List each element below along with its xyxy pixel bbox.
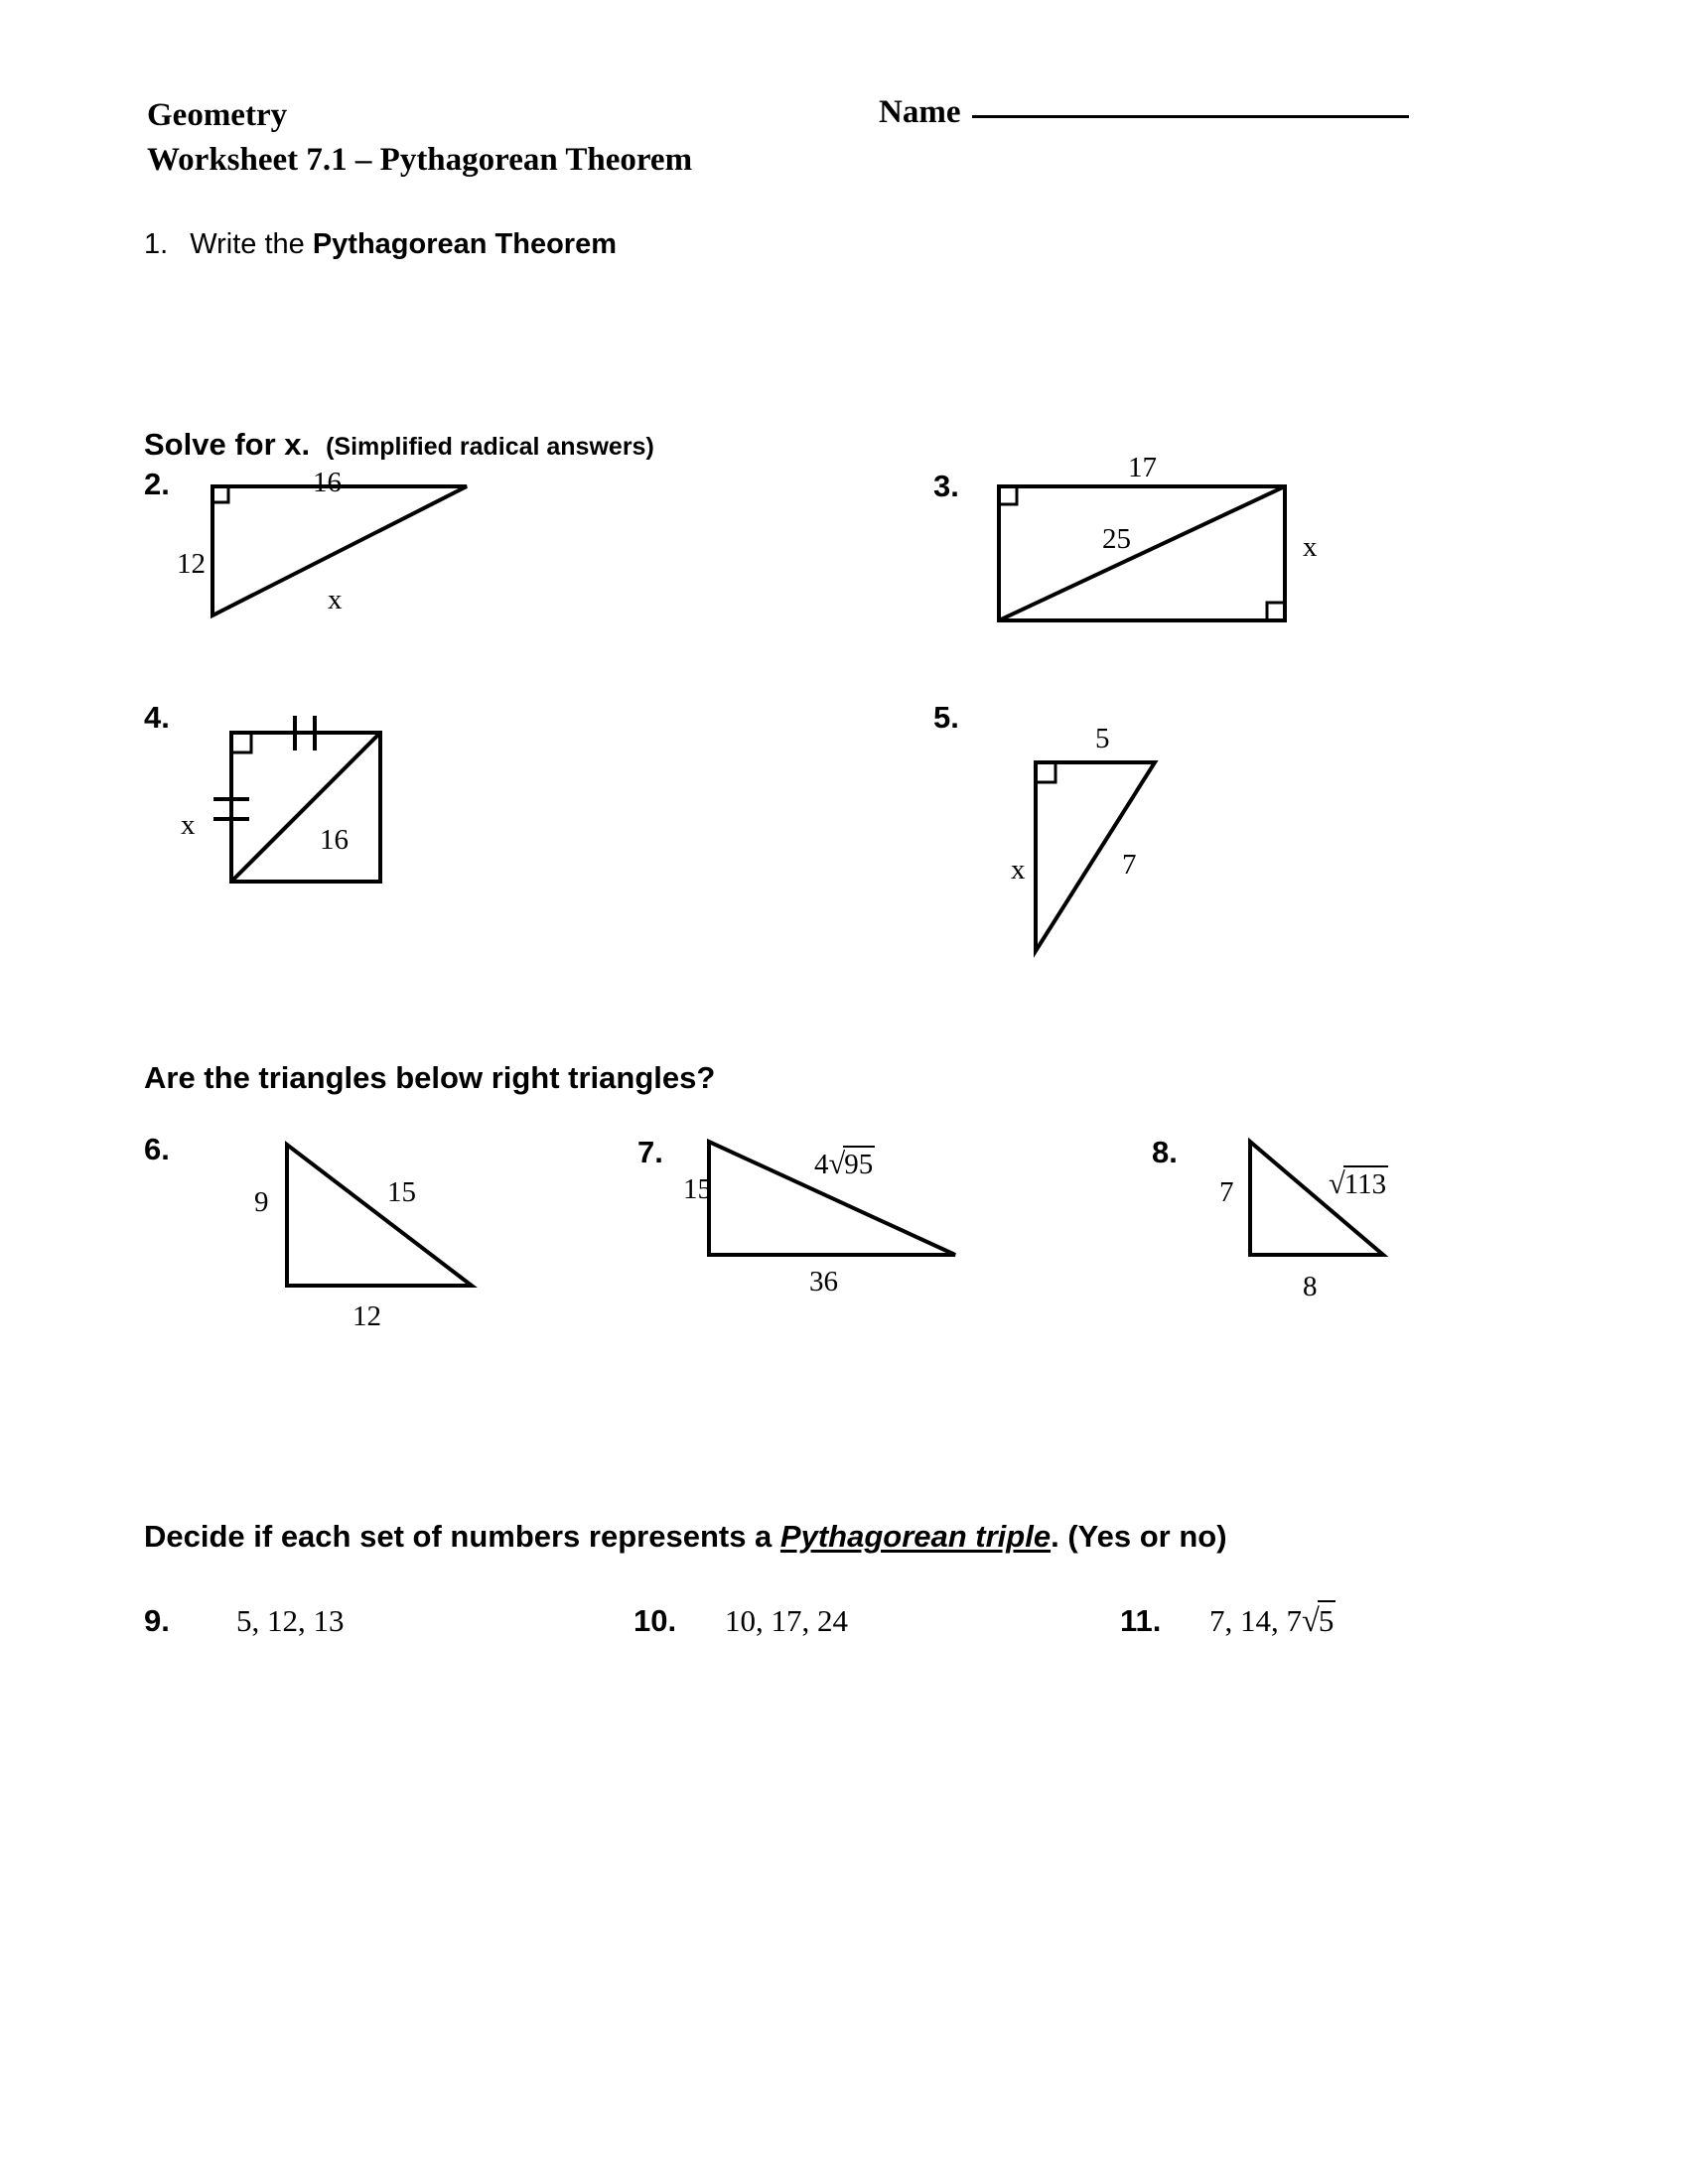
problem-4-number: 4.: [144, 700, 170, 735]
triangle-outline: [287, 1145, 472, 1286]
triple-heading-before: Decide if each set of numbers represents a: [144, 1519, 780, 1554]
solve-heading-main: Solve for x.: [144, 427, 311, 462]
problem-4-figure: [223, 715, 422, 913]
problem-8-number: 8.: [1152, 1135, 1178, 1169]
problem-5-label-left: x: [1011, 854, 1026, 886]
problem-7-label-left: 15: [683, 1173, 712, 1205]
solve-for-x-heading: [144, 427, 654, 463]
problem-6-number: 6.: [144, 1132, 170, 1166]
question-1: [144, 228, 617, 261]
problem-3-label-right: x: [1303, 531, 1318, 563]
course-name: Geometry: [147, 97, 288, 133]
problem-8-figure: [1236, 1134, 1435, 1312]
problem-4-label-diagonal: 16: [320, 824, 349, 856]
solve-heading-sub: (Simplified radical answers): [326, 433, 654, 461]
right-angle-mark-icon: [212, 486, 228, 502]
worksheet-title: Worksheet 7.1 – Pythagorean Theorem: [147, 142, 693, 178]
question-1-number: 1.: [144, 228, 169, 260]
problem-2-triangle-svg: [199, 477, 496, 635]
rectangle-diagonal: [999, 486, 1285, 620]
problem-11-values-prefix: 7, 14, 7: [1209, 1603, 1302, 1638]
problem-8-triangle-svg: [1236, 1134, 1435, 1312]
problem-6-label-bottom: 12: [352, 1300, 381, 1332]
square-diagonal: [231, 733, 380, 882]
problem-6-label-hypotenuse: 15: [387, 1176, 416, 1208]
right-angle-mark-icon: [231, 733, 251, 752]
name-field-group: [879, 94, 1409, 131]
radical-sign-icon: √: [1329, 1166, 1345, 1200]
radical-radicand: 5: [1318, 1600, 1336, 1638]
problem-6-label-left: 9: [254, 1186, 269, 1218]
radical-expression: [814, 1147, 875, 1181]
radical-expression: [1302, 1603, 1336, 1640]
problem-4-square-svg: [223, 715, 422, 913]
radical-sign-icon: √: [828, 1147, 846, 1180]
problem-9-number: 9.: [144, 1603, 170, 1638]
problem-11-values: [1209, 1603, 1336, 1640]
problem-2-number: 2.: [144, 467, 170, 501]
triangle-outline: [1036, 762, 1155, 951]
problem-5-figure: [1028, 754, 1206, 973]
problem-8-label-left: 7: [1219, 1176, 1234, 1208]
radical-sign-icon: √: [1302, 1603, 1320, 1639]
problem-3-label-top: 17: [1128, 452, 1157, 483]
problem-2-label-left: 12: [177, 548, 206, 580]
right-angle-mark-icon: [1036, 762, 1055, 782]
radical-coefficient: 4: [814, 1149, 829, 1180]
problem-8-label-bottom: 8: [1303, 1271, 1318, 1302]
pythagorean-triple-heading: [144, 1519, 1227, 1555]
problem-5-triangle-svg: [1028, 754, 1206, 973]
problem-3-figure: [993, 477, 1291, 635]
problem-6-figure: [273, 1137, 501, 1305]
problem-11-number: 11.: [1120, 1603, 1162, 1638]
problem-3-label-diagonal: 25: [1102, 523, 1131, 555]
problem-5-label-hypotenuse: 7: [1122, 849, 1137, 881]
problem-5-label-top: 5: [1095, 723, 1110, 754]
problem-10-values: 10, 17, 24: [725, 1603, 848, 1638]
problem-4-label-left: x: [181, 809, 196, 841]
problem-3-rectangle-svg: [993, 477, 1291, 635]
triple-heading-emphasis: Pythagorean triple: [779, 1519, 1052, 1554]
right-triangles-heading: Are the triangles below right triangles?: [144, 1060, 716, 1095]
name-label: Name: [879, 94, 961, 130]
right-angle-mark-icon: [1267, 603, 1285, 620]
triple-heading-after: . (Yes or no): [1051, 1519, 1227, 1554]
problem-7-number: 7.: [637, 1135, 663, 1169]
radical-radicand: 113: [1343, 1165, 1388, 1200]
problem-9-values: 5, 12, 13: [236, 1603, 345, 1638]
right-angle-mark-icon: [999, 486, 1017, 504]
problem-5-number: 5.: [933, 700, 959, 735]
problem-2-label-top: 16: [313, 467, 342, 498]
question-1-text: Write the: [190, 228, 313, 260]
problem-8-label-hypotenuse: [1329, 1166, 1388, 1201]
problem-7-label-bottom: 36: [809, 1266, 838, 1297]
radical-radicand: 95: [843, 1146, 875, 1180]
question-1-emphasis: Pythagorean Theorem: [312, 228, 617, 260]
radical-expression: [1329, 1166, 1388, 1201]
problem-3-number: 3.: [933, 469, 959, 503]
problem-10-number: 10.: [633, 1603, 677, 1638]
problem-2-label-hypotenuse: x: [328, 584, 343, 615]
problem-2-figure: [199, 477, 496, 635]
name-blank-line[interactable]: [972, 115, 1409, 118]
problem-6-triangle-svg: [273, 1137, 501, 1305]
problem-7-label-hypotenuse: [814, 1147, 875, 1181]
